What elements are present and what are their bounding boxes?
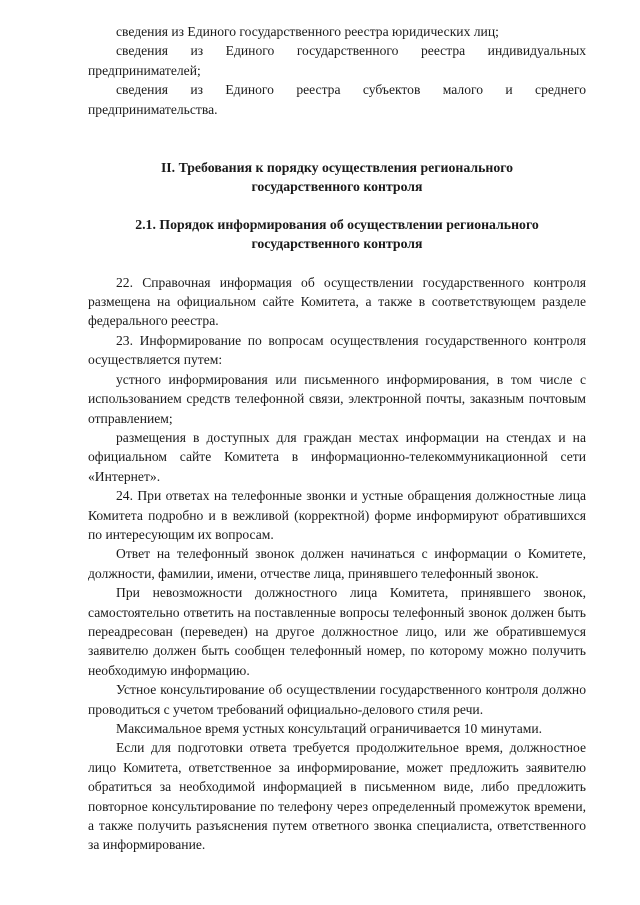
- paragraph-msp-registry: сведения из Единого реестра субъектов малого и среднего предпринимательства.: [88, 82, 586, 117]
- document-page: [88, 22, 586, 855]
- paragraph-redirect: При невозможности должностного лица Комитета, принявшего звонок, самостоятельно ответить на поставленные вопросы телефонный звонок должен быть переадресован (переведен) на другое должностное лицо, или же обратившемуся заявителю должен быть сообщен телефонный номер, по которому можно получить необходимую информацию.: [88, 585, 586, 678]
- paragraph-egrip: сведения из Единого государственного реестра индивидуальных предпринимателей;: [88, 43, 586, 78]
- subsection-heading: 2.1. Порядок информирования об осуществлении регионального государственного контроля: [135, 216, 539, 252]
- paragraph-23-placement: размещения в доступных для граждан местах информации на стендах и на официальном сайте Комитета в информационно-телекоммуникационной сети «Интернет».: [88, 429, 586, 484]
- paragraph-oral-consulting: Устное консультирование об осуществлении государственного контроля должно проводиться с учетом требований официально-делового стиля речи.: [88, 682, 586, 717]
- paragraph-phone-answer: Ответ на телефонный звонок должен начинаться с информации о Комитете, должности, фамилии, имени, отчестве лица, принявшего телефонный звонок.: [88, 546, 586, 581]
- paragraph-22: 22. Справочная информация об осуществлении государственного контроля размещена на официальном сайте Комитета, а также в соответствующем разделе федерального реестра.: [88, 274, 586, 329]
- paragraph-23: 23. Информирование по вопросам осуществления государственного контроля осуществляется путем:: [88, 332, 586, 368]
- paragraph-egrul: сведения из Единого государственного реестра юридических лиц;: [116, 24, 499, 39]
- paragraph-max-time: Максимальное время устных консультаций ограничивается 10 минутами.: [116, 721, 543, 736]
- paragraph-24: 24. При ответах на телефонные звонки и устные обращения должностные лица Комитета подробно и в вежливой (корректной) форме информируют обратившихся по интересующим их вопросам.: [88, 488, 586, 542]
- paragraph-23-oral-written: устного информирования или письменного информирования, в том числе с использованием средств телефонной связи, электронной почты, заказным почтовым отправлением;: [88, 371, 586, 426]
- section-heading: II. Требования к порядку осуществления регионального государственного контроля: [160, 160, 514, 195]
- paragraph-long-preparation: Если для подготовки ответа требуется продолжительное время, должностное лицо Комитета, ответственное за информирование, может предложить заявителю обратиться за необходимой информацией в письменном виде, либо предложить повторное консультирование по телефону через определенный промежуток времени, а также получить разъяснения путем ответного звонка специалиста, ответственного за информирование.: [88, 740, 586, 853]
